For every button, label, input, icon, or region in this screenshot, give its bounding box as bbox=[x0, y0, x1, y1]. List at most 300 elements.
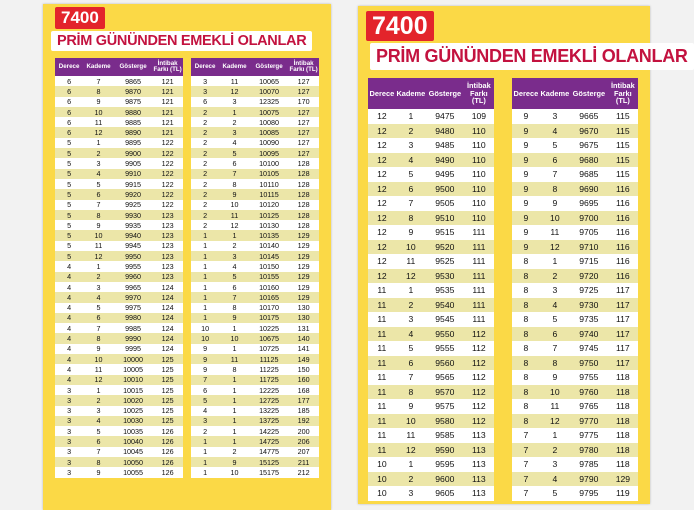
table-cell: 3 bbox=[540, 283, 570, 298]
column-header: İntibak Farkı (TL) bbox=[608, 78, 638, 109]
table-row bbox=[368, 254, 494, 269]
table-cell: 117 bbox=[608, 327, 638, 342]
table-row bbox=[512, 356, 638, 371]
table-row bbox=[191, 344, 319, 354]
table-cell: 11 bbox=[540, 399, 570, 414]
table-cell: 130 bbox=[288, 303, 319, 313]
table-cell: 3 bbox=[55, 426, 83, 436]
table-row bbox=[191, 406, 319, 416]
table-cell: 1 bbox=[191, 282, 219, 292]
table-cell: 111 bbox=[464, 312, 494, 327]
table-cell: 12 bbox=[368, 196, 396, 211]
table-row bbox=[191, 364, 319, 374]
table-row bbox=[191, 375, 319, 385]
table-cell: 4 bbox=[219, 138, 250, 148]
table-cell: 6 bbox=[55, 107, 83, 117]
table-cell: 126 bbox=[152, 467, 183, 477]
table-cell: 116 bbox=[608, 196, 638, 211]
table-row bbox=[512, 399, 638, 414]
column-header: Gösterge bbox=[426, 78, 464, 109]
table-row bbox=[512, 341, 638, 356]
table-cell: 9955 bbox=[114, 261, 152, 271]
table-cell: 9 bbox=[540, 196, 570, 211]
table-cell: 9730 bbox=[570, 298, 608, 313]
table-cell: 9890 bbox=[114, 127, 152, 137]
table-cell: 9900 bbox=[114, 148, 152, 158]
table-cell: 1 bbox=[191, 457, 219, 467]
table-cell: 6 bbox=[540, 153, 570, 168]
table-cell: 11225 bbox=[250, 364, 288, 374]
table-cell: 8 bbox=[512, 298, 540, 313]
table-cell: 2 bbox=[83, 148, 114, 158]
table-cell: 4 bbox=[396, 327, 426, 342]
table-cell: 131 bbox=[288, 323, 319, 333]
table-cell: 1 bbox=[191, 436, 219, 446]
column-header: İntibak Farkı (TL) bbox=[464, 78, 494, 109]
table-cell: 212 bbox=[288, 467, 319, 477]
table-cell: 128 bbox=[288, 220, 319, 230]
table-cell: 125 bbox=[152, 354, 183, 364]
table-cell: 7 bbox=[83, 200, 114, 210]
table-cell: 116 bbox=[608, 254, 638, 269]
table-row bbox=[55, 406, 183, 416]
table-cell: 1 bbox=[219, 323, 250, 333]
table-row bbox=[512, 428, 638, 443]
table-row bbox=[55, 117, 183, 127]
table-row bbox=[368, 138, 494, 153]
table-cell: 123 bbox=[152, 241, 183, 251]
table-cell: 9675 bbox=[570, 138, 608, 153]
table-row bbox=[512, 283, 638, 298]
table-cell: 126 bbox=[152, 447, 183, 457]
table-cell: 6 bbox=[55, 86, 83, 96]
table-row bbox=[55, 333, 183, 343]
table-cell: 12 bbox=[83, 375, 114, 385]
table-cell: 7 bbox=[540, 167, 570, 182]
table-cell: 109 bbox=[464, 109, 494, 124]
column-header: Gösterge bbox=[570, 78, 608, 109]
table-cell: 11 bbox=[368, 385, 396, 400]
table-cell: 9880 bbox=[114, 107, 152, 117]
table-cell: 12 bbox=[368, 138, 396, 153]
table-cell: 12 bbox=[368, 254, 396, 269]
table-cell: 9 bbox=[83, 220, 114, 230]
table-cell: 1 bbox=[191, 272, 219, 282]
table-cell: 8 bbox=[83, 86, 114, 96]
table-cell: 121 bbox=[152, 76, 183, 86]
table-cell: 9935 bbox=[114, 220, 152, 230]
column-header: Kademe bbox=[219, 58, 250, 76]
table-row bbox=[55, 158, 183, 168]
table-cell: 4 bbox=[396, 153, 426, 168]
table-cell: 10095 bbox=[250, 148, 288, 158]
table-cell: 12 bbox=[368, 124, 396, 139]
table-row bbox=[191, 76, 319, 86]
clipping-badge: 7400 bbox=[366, 11, 434, 41]
table-row bbox=[512, 457, 638, 472]
table-cell: 12 bbox=[540, 240, 570, 255]
table-cell: 9785 bbox=[570, 457, 608, 472]
table-cell: 9940 bbox=[114, 230, 152, 240]
table-cell: 6 bbox=[191, 385, 219, 395]
table-row bbox=[512, 472, 638, 487]
table-cell: 123 bbox=[152, 210, 183, 220]
table-cell: 4 bbox=[55, 282, 83, 292]
table-cell: 2 bbox=[191, 426, 219, 436]
table-cell: 7 bbox=[396, 196, 426, 211]
table-cell: 15175 bbox=[250, 467, 288, 477]
table-cell: 12 bbox=[368, 109, 396, 124]
table-cell: 5 bbox=[219, 148, 250, 158]
table-cell: 10140 bbox=[250, 241, 288, 251]
table-cell: 7 bbox=[83, 76, 114, 86]
table-cell: 10 bbox=[83, 107, 114, 117]
table-cell: 5 bbox=[55, 251, 83, 261]
table-cell: 122 bbox=[152, 138, 183, 148]
table-cell: 9485 bbox=[426, 138, 464, 153]
table-cell: 10005 bbox=[114, 364, 152, 374]
table-cell: 9 bbox=[512, 138, 540, 153]
table-cell: 6 bbox=[83, 436, 114, 446]
table-cell: 117 bbox=[608, 356, 638, 371]
table-cell: 11 bbox=[219, 76, 250, 86]
table-cell: 14225 bbox=[250, 426, 288, 436]
table-row bbox=[368, 341, 494, 356]
table-row bbox=[368, 472, 494, 487]
table-cell: 121 bbox=[152, 127, 183, 137]
table-cell: 9925 bbox=[114, 200, 152, 210]
table-cell: 127 bbox=[288, 138, 319, 148]
table-cell: 3 bbox=[396, 486, 426, 501]
table-cell: 111 bbox=[464, 254, 494, 269]
table-row bbox=[191, 385, 319, 395]
table-cell: 10 bbox=[540, 385, 570, 400]
table-cell: 10 bbox=[219, 333, 250, 343]
table-cell: 10 bbox=[396, 414, 426, 429]
table-cell: 8 bbox=[396, 211, 426, 226]
table-row bbox=[55, 97, 183, 107]
table-cell: 10130 bbox=[250, 220, 288, 230]
table-row bbox=[191, 127, 319, 137]
table-cell: 9475 bbox=[426, 109, 464, 124]
table-row bbox=[191, 292, 319, 302]
table-cell: 9680 bbox=[570, 153, 608, 168]
table-cell: 10070 bbox=[250, 86, 288, 96]
table-row bbox=[191, 303, 319, 313]
table-cell: 2 bbox=[191, 169, 219, 179]
table-cell: 9755 bbox=[570, 370, 608, 385]
table-cell: 9725 bbox=[570, 283, 608, 298]
table-cell: 124 bbox=[152, 282, 183, 292]
table-cell: 10110 bbox=[250, 179, 288, 189]
table-cell: 12 bbox=[83, 127, 114, 137]
table-cell: 4 bbox=[55, 375, 83, 385]
table-cell: 11 bbox=[368, 327, 396, 342]
table-cell: 6 bbox=[396, 182, 426, 197]
table-row bbox=[512, 240, 638, 255]
table-row bbox=[191, 395, 319, 405]
table-cell: 9975 bbox=[114, 303, 152, 313]
table-cell: 7 bbox=[83, 323, 114, 333]
table-cell: 177 bbox=[288, 395, 319, 405]
table-cell: 10165 bbox=[250, 292, 288, 302]
table-cell: 125 bbox=[152, 364, 183, 374]
table-cell: 10080 bbox=[250, 117, 288, 127]
table-cell: 10 bbox=[368, 457, 396, 472]
table-cell: 2 bbox=[83, 395, 114, 405]
table-row bbox=[55, 148, 183, 158]
table-cell: 10040 bbox=[114, 436, 152, 446]
table-cell: 8 bbox=[512, 385, 540, 400]
table-cell: 10065 bbox=[250, 76, 288, 86]
table-cell: 1 bbox=[219, 385, 250, 395]
table-row bbox=[55, 457, 183, 467]
table-row bbox=[55, 272, 183, 282]
table-cell: 9 bbox=[512, 240, 540, 255]
table-cell: 4 bbox=[191, 406, 219, 416]
table-cell: 3 bbox=[55, 447, 83, 457]
table-row bbox=[368, 385, 494, 400]
table-cell: 121 bbox=[152, 107, 183, 117]
table-cell: 9960 bbox=[114, 272, 152, 282]
table-cell: 115 bbox=[608, 167, 638, 182]
table-cell: 9945 bbox=[114, 241, 152, 251]
table-cell: 8 bbox=[512, 283, 540, 298]
table-cell: 11 bbox=[368, 283, 396, 298]
table-cell: 5 bbox=[55, 189, 83, 199]
table-cell: 113 bbox=[464, 443, 494, 458]
table-cell: 10100 bbox=[250, 158, 288, 168]
table-cell: 9985 bbox=[114, 323, 152, 333]
table-cell: 1 bbox=[191, 261, 219, 271]
table-row bbox=[191, 457, 319, 467]
table-cell: 4 bbox=[55, 323, 83, 333]
table-cell: 2 bbox=[191, 200, 219, 210]
table-row bbox=[191, 447, 319, 457]
table-row bbox=[512, 153, 638, 168]
table-cell: 10145 bbox=[250, 251, 288, 261]
table-cell: 116 bbox=[608, 211, 638, 226]
table-cell: 10025 bbox=[114, 406, 152, 416]
table-cell: 9510 bbox=[426, 211, 464, 226]
table-cell: 9 bbox=[191, 344, 219, 354]
table-cell: 9735 bbox=[570, 312, 608, 327]
table-cell: 8 bbox=[512, 312, 540, 327]
table-cell: 9920 bbox=[114, 189, 152, 199]
table-cell: 11 bbox=[219, 354, 250, 364]
table-cell: 5 bbox=[219, 272, 250, 282]
table-row bbox=[512, 138, 638, 153]
table-cell: 9740 bbox=[570, 327, 608, 342]
table-row bbox=[368, 298, 494, 313]
table-cell: 168 bbox=[288, 385, 319, 395]
table-row bbox=[191, 179, 319, 189]
table-cell: 1 bbox=[219, 436, 250, 446]
table-cell: 110 bbox=[464, 124, 494, 139]
table-cell: 9525 bbox=[426, 254, 464, 269]
table-cell: 116 bbox=[608, 225, 638, 240]
table-cell: 12 bbox=[368, 269, 396, 284]
table-cell: 110 bbox=[464, 182, 494, 197]
table-row bbox=[55, 292, 183, 302]
table-cell: 9 bbox=[219, 457, 250, 467]
table-cell: 1 bbox=[191, 447, 219, 457]
clipping-badge: 7400 bbox=[55, 7, 105, 29]
table-cell: 9685 bbox=[570, 167, 608, 182]
table-cell: 9490 bbox=[426, 153, 464, 168]
table-cell: 7 bbox=[540, 341, 570, 356]
table-row bbox=[368, 399, 494, 414]
table-cell: 3 bbox=[55, 467, 83, 477]
table-cell: 9480 bbox=[426, 124, 464, 139]
table-cell: 129 bbox=[608, 472, 638, 487]
table-cell: 11 bbox=[83, 364, 114, 374]
table-cell: 121 bbox=[152, 117, 183, 127]
table-cell: 10075 bbox=[250, 107, 288, 117]
column-header: Derece bbox=[368, 78, 396, 109]
table-cell: 111 bbox=[464, 269, 494, 284]
table-row bbox=[512, 312, 638, 327]
table-cell: 10675 bbox=[250, 333, 288, 343]
table-cell: 7 bbox=[512, 428, 540, 443]
table-cell: 2 bbox=[191, 220, 219, 230]
table-cell: 9 bbox=[512, 124, 540, 139]
column-header: İntibak Farkı (TL) bbox=[288, 58, 319, 76]
left-newspaper-clipping bbox=[43, 4, 331, 510]
table-cell: 3 bbox=[540, 457, 570, 472]
table-cell: 5 bbox=[55, 220, 83, 230]
table-cell: 9690 bbox=[570, 182, 608, 197]
table-cell: 9700 bbox=[570, 211, 608, 226]
table-cell: 9520 bbox=[426, 240, 464, 255]
table-cell: 4 bbox=[55, 364, 83, 374]
table-cell: 122 bbox=[152, 169, 183, 179]
table-cell: 9980 bbox=[114, 313, 152, 323]
table-cell: 9 bbox=[396, 399, 426, 414]
table-row bbox=[368, 269, 494, 284]
table-cell: 118 bbox=[608, 385, 638, 400]
table-cell: 9 bbox=[83, 97, 114, 107]
table-row bbox=[55, 230, 183, 240]
table-cell: 9570 bbox=[426, 385, 464, 400]
table-cell: 10085 bbox=[250, 127, 288, 137]
table-cell: 1 bbox=[219, 426, 250, 436]
table-cell: 7 bbox=[512, 457, 540, 472]
table-cell: 15125 bbox=[250, 457, 288, 467]
table-cell: 11 bbox=[368, 356, 396, 371]
table-row bbox=[191, 272, 319, 282]
table-cell: 9565 bbox=[426, 370, 464, 385]
table-cell: 129 bbox=[288, 282, 319, 292]
table-cell: 125 bbox=[152, 385, 183, 395]
table-row bbox=[512, 124, 638, 139]
table-cell: 2 bbox=[396, 124, 426, 139]
table-cell: 2 bbox=[219, 241, 250, 251]
table-cell: 112 bbox=[464, 356, 494, 371]
table-cell: 11 bbox=[396, 428, 426, 443]
table-cell: 11 bbox=[368, 443, 396, 458]
table-row bbox=[512, 225, 638, 240]
pension-table-right-1 bbox=[368, 78, 494, 501]
table-cell: 9 bbox=[219, 313, 250, 323]
table-cell: 2 bbox=[191, 148, 219, 158]
table-cell: 11 bbox=[368, 298, 396, 313]
table-cell: 9795 bbox=[570, 486, 608, 501]
table-cell: 1 bbox=[191, 230, 219, 240]
table-cell: 3 bbox=[191, 76, 219, 86]
table-cell: 2 bbox=[540, 443, 570, 458]
table-cell: 111 bbox=[464, 298, 494, 313]
table-cell: 9 bbox=[83, 344, 114, 354]
table-cell: 3 bbox=[55, 457, 83, 467]
table-cell: 9970 bbox=[114, 292, 152, 302]
table-row bbox=[191, 230, 319, 240]
table-cell: 4 bbox=[83, 416, 114, 426]
table-cell: 118 bbox=[608, 443, 638, 458]
table-cell: 3 bbox=[396, 138, 426, 153]
table-cell: 9770 bbox=[570, 414, 608, 429]
table-cell: 10120 bbox=[250, 200, 288, 210]
table-cell: 160 bbox=[288, 375, 319, 385]
table-cell: 129 bbox=[288, 261, 319, 271]
table-cell: 8 bbox=[512, 356, 540, 371]
table-cell: 10 bbox=[191, 333, 219, 343]
table-cell: 10 bbox=[396, 240, 426, 255]
table-cell: 1 bbox=[83, 385, 114, 395]
table-cell: 1 bbox=[191, 303, 219, 313]
table-cell: 4 bbox=[55, 272, 83, 282]
table-row bbox=[55, 251, 183, 261]
table-cell: 3 bbox=[219, 97, 250, 107]
table-cell: 12 bbox=[396, 269, 426, 284]
table-cell: 1 bbox=[191, 251, 219, 261]
table-cell: 7 bbox=[219, 292, 250, 302]
table-cell: 10035 bbox=[114, 426, 152, 436]
table-cell: 207 bbox=[288, 447, 319, 457]
table-cell: 127 bbox=[288, 117, 319, 127]
table-cell: 11 bbox=[83, 241, 114, 251]
table-cell: 7 bbox=[512, 472, 540, 487]
table-cell: 2 bbox=[191, 158, 219, 168]
table-row bbox=[368, 240, 494, 255]
table-cell: 9780 bbox=[570, 443, 608, 458]
table-cell: 130 bbox=[288, 313, 319, 323]
column-header: Kademe bbox=[540, 78, 570, 109]
table-cell: 11 bbox=[368, 312, 396, 327]
table-cell: 1 bbox=[540, 254, 570, 269]
pension-table-left-1 bbox=[55, 58, 183, 478]
table-cell: 4 bbox=[55, 344, 83, 354]
table-cell: 9515 bbox=[426, 225, 464, 240]
table-row bbox=[191, 210, 319, 220]
table-row bbox=[55, 313, 183, 323]
table-cell: 127 bbox=[288, 76, 319, 86]
table-cell: 10020 bbox=[114, 395, 152, 405]
table-cell: 4 bbox=[55, 333, 83, 343]
table-row bbox=[55, 354, 183, 364]
table-row bbox=[512, 196, 638, 211]
table-cell: 12 bbox=[219, 220, 250, 230]
table-row bbox=[191, 467, 319, 477]
table-cell: 112 bbox=[464, 414, 494, 429]
table-cell: 113 bbox=[464, 486, 494, 501]
table-row bbox=[55, 138, 183, 148]
table-cell: 1 bbox=[540, 428, 570, 443]
table-cell: 6 bbox=[396, 356, 426, 371]
table-cell: 6 bbox=[219, 158, 250, 168]
table-cell: 8 bbox=[219, 303, 250, 313]
table-row bbox=[55, 261, 183, 271]
